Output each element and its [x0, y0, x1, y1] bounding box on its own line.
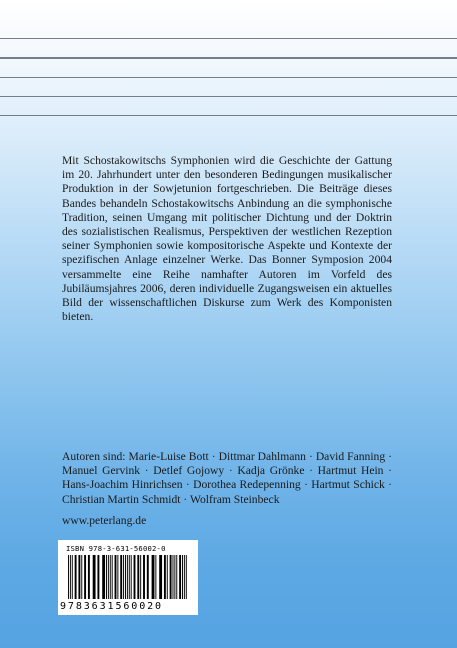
barcode-bar [108, 555, 109, 599]
barcode-bar [70, 555, 71, 599]
barcode-bars [66, 555, 190, 601]
barcode-bar [88, 555, 90, 599]
barcode-bar [123, 555, 124, 599]
barcode-bar [112, 555, 113, 599]
barcode-bar [179, 555, 181, 599]
barcode-bar [115, 555, 117, 599]
barcode-bar [75, 555, 77, 599]
barcode-bar [125, 555, 126, 599]
barcode-bar [147, 555, 149, 599]
barcode-bar [134, 555, 136, 599]
barcode-bar [106, 555, 107, 599]
barcode-bar [84, 555, 86, 599]
barcode-bar [110, 555, 111, 599]
music-staff-lines [0, 38, 457, 134]
barcode-bar [167, 555, 168, 599]
barcode-bar [72, 555, 73, 599]
barcode-bar [182, 555, 183, 599]
barcode-bar [102, 555, 105, 599]
barcode-bar [176, 555, 177, 599]
barcode-bar [93, 555, 96, 599]
barcode-bar [140, 555, 141, 599]
barcode-digits: 9783631560020 [60, 601, 163, 612]
barcode-bar [137, 555, 139, 599]
barcode-bar [173, 555, 174, 599]
barcode-bar [78, 555, 80, 599]
barcode-bar [155, 555, 156, 599]
barcode-bar [143, 555, 145, 599]
barcode-bar [164, 555, 166, 599]
barcode-bar [184, 555, 185, 599]
barcode-bar [68, 555, 69, 599]
barcode-bar [159, 555, 162, 599]
blurb-text: Mit Schostakowitschs Symphonien wird die Geschichte der Gattung im 20. Jahrhundert unter den besonderen Bedingungen musikalischer Produktion in der Sowjetunion fortgeschrieben. Die Beiträge dieses Bandes behandeln Schostakowitschs Anbindung an die symphonische Tradition, seinen Umgang mit politischer Dichtung und der Doktrin des sozialistischen Realismus, Perspektiven der westlichen Rezeption seiner Symphonien sowie kompositorische Aspekte und Kontexte der spezifischen Anlage einzelner Werke. Das Bonner Symposion 2004 versammelte eine Reihe namhafter Autoren im Vorfeld des Jubiläumsjahres 2006, deren individuelle Zugangsweisen ein aktuelles Bild der wissenschaftlichen Diskurse zum Werk des Komponisten bieten. [62, 154, 392, 324]
barcode-bar [152, 555, 155, 599]
barcode-bar [81, 555, 82, 599]
barcode-bar [174, 555, 175, 599]
barcode-bar [117, 555, 118, 599]
barcode-bar [131, 555, 132, 599]
barcode-bar [97, 555, 99, 599]
barcode-bar [170, 555, 172, 599]
barcode-bar [186, 555, 187, 599]
isbn-barcode [58, 540, 198, 615]
authors-list: Autoren sind: Marie-Luise Bott · Dittmar Dahlmann · David Fanning · Manuel Gervink · Detlef Gojowy · Kadja Grönke · Hartmut Hein · Hans-Joachim Hinrichsen · Dorothea Redepenning · Hartmut Schick · Christian Martin Schmidt · Wolfram Steinbeck [62, 450, 392, 506]
isbn-label: ISBN 978-3-631-56002-0 [66, 544, 166, 553]
barcode-bar [120, 555, 122, 599]
barcode-bar [129, 555, 130, 599]
barcode-bar [127, 555, 128, 599]
publisher-url[interactable]: www.peterlang.de [62, 514, 147, 527]
